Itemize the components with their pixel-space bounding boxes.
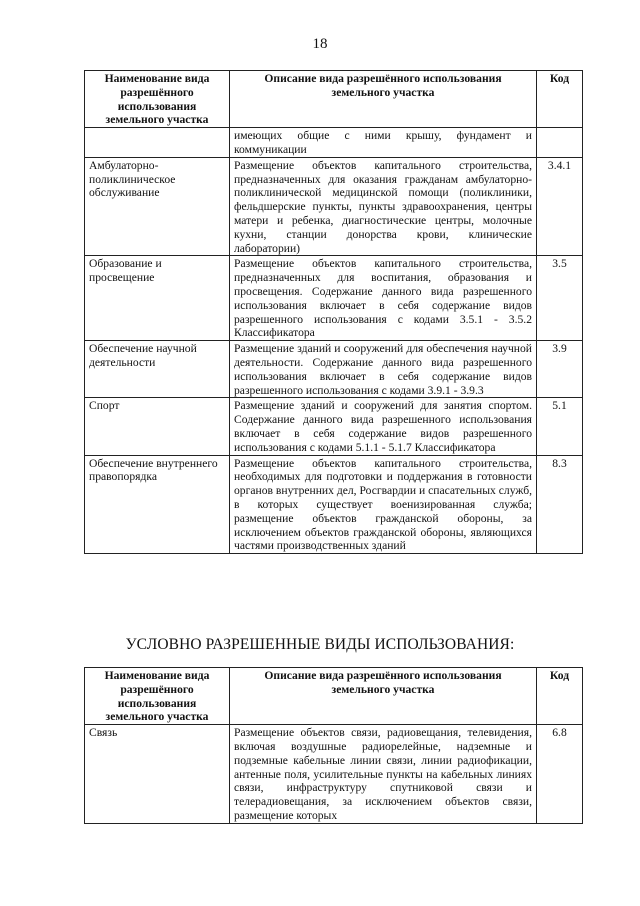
header-description: Описание вида разрешённого использования земельного участка — [230, 668, 537, 725]
table-row — [85, 128, 583, 158]
row-code: 5.1 — [537, 398, 583, 455]
row-name: Спорт — [85, 398, 230, 455]
row-name: Образование и просвещение — [85, 256, 230, 341]
row-description: Размещение зданий и сооружений для обеспечения научной деятельности. Содержание данного вида разрешенного использования включает в себя содержание видов разрешенного использования с кодами 3.9.1 - 3.9.3 — [230, 341, 537, 398]
row-code: 3.5 — [537, 256, 583, 341]
table-row — [85, 455, 583, 554]
conditional-use-table — [84, 667, 583, 824]
row-code: 6.8 — [537, 725, 583, 824]
table-row — [85, 398, 583, 455]
page-number: 18 — [312, 36, 328, 52]
table-row — [85, 341, 583, 398]
table-row — [85, 157, 583, 256]
table-header-row — [85, 71, 583, 128]
permitted-use-table — [84, 70, 583, 554]
header-name: Наименование вида разрешённого использования земельного участка — [85, 71, 230, 128]
row-name — [85, 128, 230, 158]
row-description: Размещение объектов связи, радиовещания, телевидения, включая воздушные радиорелейные, надземные и подземные кабельные линии связи, линии радиофикации, антенные поля, усилительные пункты на кабельных линиях связи, инфраструктуру спутниковой связи и телерадиовещания, за исключением объектов связи, размещение которых — [230, 725, 537, 824]
row-code: 3.9 — [537, 341, 583, 398]
table-row — [85, 725, 583, 824]
row-description: Размещение объектов капитального строительства, предназначенных для воспитания, образования и просвещения. Содержание данного вида разрешенного использования включает в себя содержание видов разрешенного использования с кодами 3.5.1 - 3.5.2 Классификатора — [230, 256, 537, 341]
header-code: Код — [537, 668, 583, 725]
header-description: Описание вида разрешённого использования земельного участка — [230, 71, 537, 128]
row-code — [537, 128, 583, 158]
row-name: Амбулаторно-поликлиническое обслуживание — [85, 157, 230, 256]
row-name: Связь — [85, 725, 230, 824]
section-title: УСЛОВНО РАЗРЕШЕННЫЕ ВИДЫ ИСПОЛЬЗОВАНИЯ: — [125, 636, 515, 653]
row-description: имеющих общие с ними крышу, фундамент и коммуникации — [230, 128, 537, 158]
row-code: 8.3 — [537, 455, 583, 554]
row-description: Размещение зданий и сооружений для занятия спортом. Содержание данного вида разрешенного использования включает в себя содержание видов разрешенного использования с кодами 5.1.1 - 5.1.7 Классификатора — [230, 398, 537, 455]
row-description: Размещение объектов капитального строительства, предназначенных для оказания гражданам амбулаторно-поликлинической медицинской помощи (поликлиники, фельдшерские пункты, пункты здравоохранения, центры матери и ребенка, диагностические центры, молочные кухни, станции донорства крови, клинические лаборатории) — [230, 157, 537, 256]
table-header-row — [85, 668, 583, 725]
row-description: Размещение объектов капитального строительства, необходимых для подготовки и поддержания в готовности органов внутренних дел, Росгвардии и спасательных служб, в которых существует военизированная служба; размещение объектов гражданской обороны, за исключением объектов гражданской обороны, являющихся частями производственных зданий — [230, 455, 537, 554]
header-code: Код — [537, 71, 583, 128]
table-row — [85, 256, 583, 341]
row-name: Обеспечение внутреннего правопорядка — [85, 455, 230, 554]
header-name: Наименование вида разрешённого использования земельного участка — [85, 668, 230, 725]
row-code: 3.4.1 — [537, 157, 583, 256]
row-name: Обеспечение научной деятельности — [85, 341, 230, 398]
